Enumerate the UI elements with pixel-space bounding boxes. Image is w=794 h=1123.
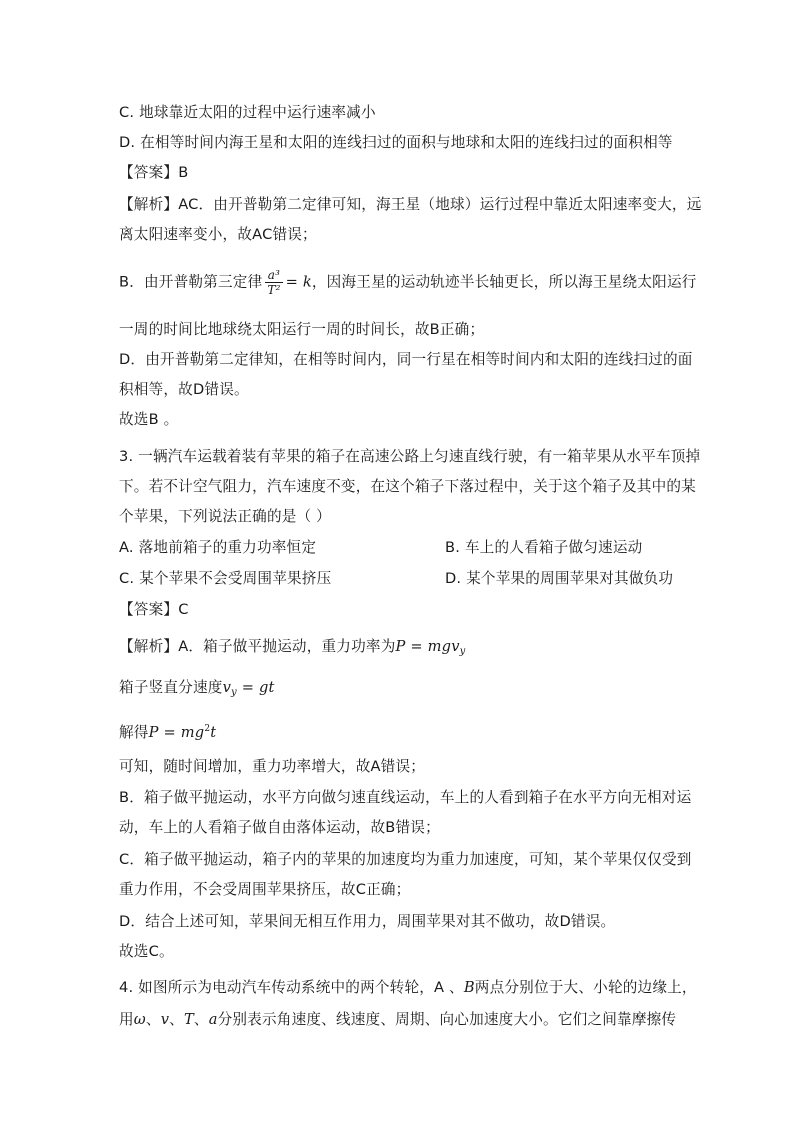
- analysis-text-line: 重力作用，不会受周围苹果挤压，故C正确；: [119, 881, 411, 898]
- answer-tag: 【答案】: [119, 601, 179, 618]
- option-d-line: D. 在相等时间内海王星和太阳的连线扫过的面积与地球和太阳的连线扫过的面积相等: [119, 134, 673, 151]
- question-stem-line: 下。若不计空气阻力，汽车速度不变，在这个箱子下落过程中，关于这个箱子及其中的某: [119, 478, 696, 495]
- question-stem-line: 用ω、v、T、a分别表示角速度、线速度、周期、向心加速度大小。它们之间靠摩擦传: [119, 1011, 677, 1028]
- analysis-text-line: C．箱子做平抛运动，箱子内的苹果的加速度均为重力加速度，可知，某个苹果仅仅受到: [119, 851, 692, 868]
- analysis-text-line: 可知，随时间增加，重力功率增大，故A错误；: [119, 758, 426, 775]
- analysis-text-line: 一周的时间比地球绕太阳运行一周的时间长，故B正确；: [119, 321, 485, 338]
- analysis-text-line: 解得$P = mg^2t$: [119, 724, 217, 741]
- answer-tag: 【答案】: [119, 164, 179, 181]
- formula-result: P = mg: [148, 724, 205, 741]
- answer-value: B: [178, 164, 189, 181]
- question-stem-line: 3. 一辆汽车运载着装有苹果的箱子在高速公路上匀速直线行驶，有一箱苹果从水平车顶掉: [119, 448, 701, 465]
- kepler-fraction: $\frac{\text{a³}}{\text{T²}}$: [267, 268, 281, 297]
- analysis-text-line: D．由开普勒第二定律知，在相等时间内，同一行星在相等时间内和太阳的连线扫过的面: [119, 351, 693, 368]
- question-stem-line: 个苹果，下列说法正确的是（ ）: [119, 508, 331, 525]
- answer-line: [119, 163, 188, 183]
- analysis-text-line: D．结合上述可知，苹果间无相互作用力，周围苹果对其不做功，故D错误。: [119, 913, 616, 930]
- analysis-text-line: 箱子竖直分速度$v_y$ = gt: [119, 679, 275, 698]
- analysis-text-line: 积相等，故D错误。: [119, 381, 249, 398]
- analysis-tag: 【解析】: [119, 638, 179, 655]
- answer-line: [119, 600, 189, 620]
- option-a: A. 落地前箱子的重力功率恒定: [119, 539, 317, 556]
- formula-power: P = mgv: [395, 638, 460, 655]
- analysis-text-line: 离太阳速率变小，故AC错误；: [119, 226, 317, 243]
- option-c-line: C. 地球靠近太阳的过程中运行速率减小: [119, 104, 376, 121]
- analysis-text-line: B．由开普勒第三定律 $\frac{\text{a³}}{\text{T²}}$ = k，因海王星的运动轨迹半长轴更长，所以海王星绕太阳运行: [119, 268, 697, 297]
- question-stem-line: 4. 如图所示为电动汽车传动系统中的两个转轮，A 、B两点分别位于大、小轮的边缘上，: [119, 979, 697, 996]
- answer-value: C: [178, 601, 189, 618]
- analysis-tag: 【解析】: [119, 196, 179, 213]
- analysis-text-line: 动，车上的人看箱子做自由落体运动，故B错误；: [119, 819, 440, 836]
- conclusion-line: 故选B 。: [119, 411, 179, 428]
- option-c: C. 某个苹果不会受周围苹果挤压: [119, 570, 332, 587]
- analysis-text-line: B．箱子做平抛运动，水平方向做匀速直线运动，车上的人看到箱子在水平方向无相对运: [119, 789, 692, 806]
- option-b: B. 车上的人看箱子做匀速运动: [445, 539, 643, 556]
- conclusion-line: 故选C。: [119, 943, 174, 960]
- formula-velocity: v: [222, 679, 232, 696]
- option-d: D. 某个苹果的周围苹果对其做负功: [445, 570, 674, 587]
- analysis-line: 【解析】A．箱子做平抛运动，重力功率为P = mgv$_y$: [119, 638, 466, 657]
- analysis-line: 【解析】AC．由开普勒第二定律可知，海王星（地球）运行过程中靠近太阳速率变大，远: [119, 196, 702, 213]
